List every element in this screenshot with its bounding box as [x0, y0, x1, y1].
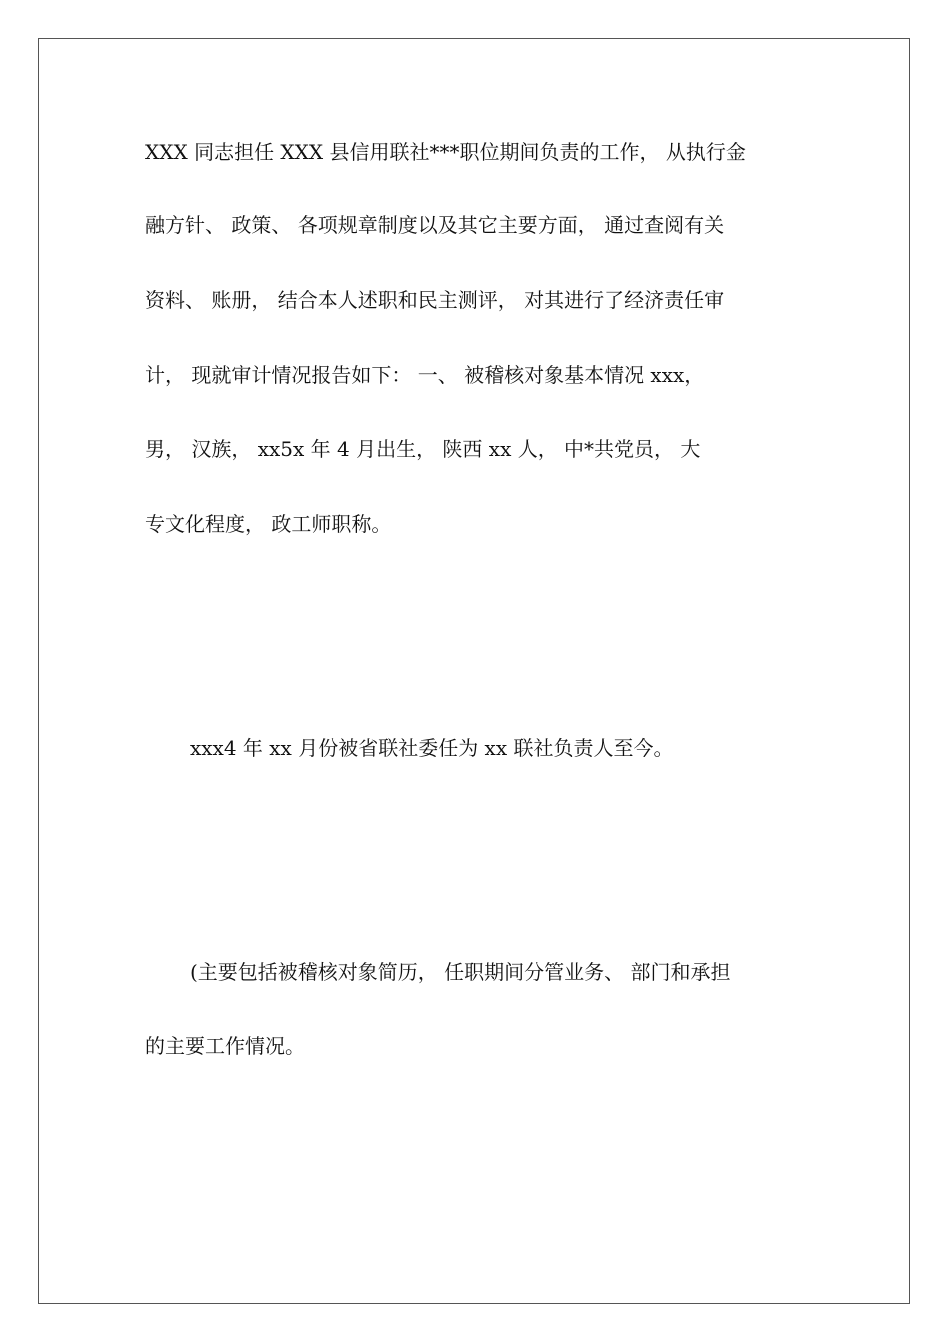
text-line: 计， 现就审计情况报告如下： 一、 被稽核对象基本情况 xxx， [145, 363, 705, 387]
text-line: 的主要工作情况。 [145, 1034, 305, 1058]
text-line: 资料、 账册， 结合本人述职和民主测评， 对其进行了经济责任审 [145, 288, 725, 312]
text-line: XXX 同志担任 XXX 县信用联社***职位期间负责的工作， 从执行金 [145, 140, 746, 164]
text-line: xxx4 年 xx 月份被省联社委任为 xx 联社负责人至今。 [190, 736, 674, 760]
text-line: 男， 汉族， xx5x 年 4 月出生， 陕西 xx 人， 中*共党员， 大 [145, 437, 701, 461]
text-line: 专文化程度， 政工师职称。 [145, 512, 392, 536]
text-line: (主要包括被稽核对象简历， 任职期间分管业务、 部门和承担 [190, 960, 731, 984]
text-line: 融方针、 政策、 各项规章制度以及其它主要方面， 通过查阅有关 [145, 213, 725, 237]
